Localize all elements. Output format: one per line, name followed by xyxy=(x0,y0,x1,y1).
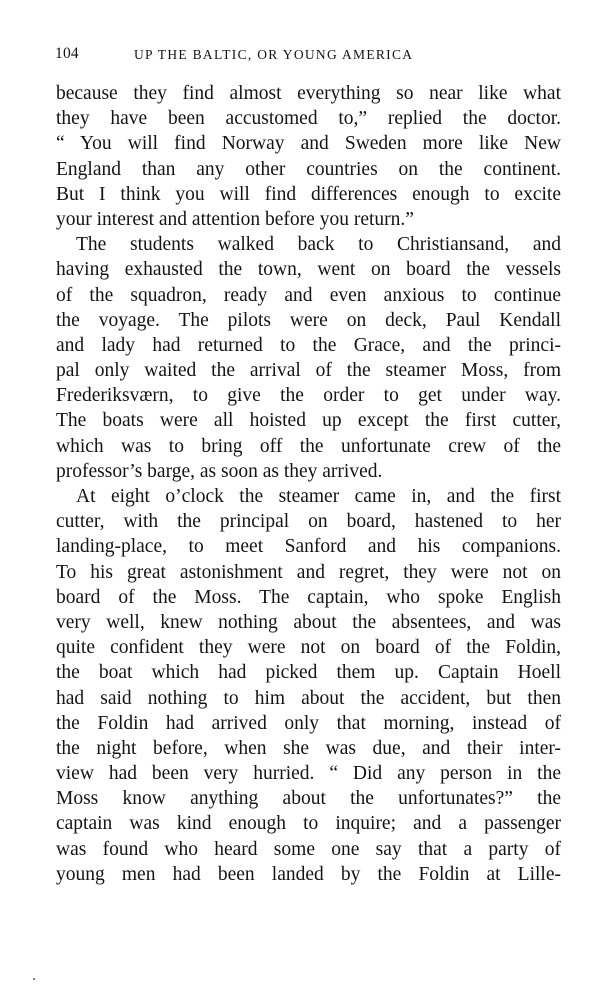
print-speck xyxy=(33,978,35,980)
text-line: was found who heard some one say that a party of xyxy=(56,838,561,860)
text-line: having exhausted the town, went on board the vessels xyxy=(56,259,561,281)
text-line: the night before, when she was due, and their inter- xyxy=(56,737,561,759)
text-line: captain was kind enough to inquire; and a passenger xyxy=(56,813,561,835)
text-line: cutter, with the principal on board, hastened to her xyxy=(56,511,561,533)
text-line: very well, knew nothing about the absentees, and was xyxy=(56,611,561,633)
text-line: had said nothing to him about the accident, but then xyxy=(56,687,561,709)
text-line: which was to bring off the unfortunate crew of the xyxy=(56,435,561,457)
paragraph-first-line: The students walked back to Christiansand, and xyxy=(76,234,561,256)
running-head xyxy=(55,42,563,66)
text-line: of the squadron, ready and even anxious to continue xyxy=(56,284,561,306)
text-line: your interest and attention before you return.” xyxy=(56,208,414,230)
body-text xyxy=(56,81,561,887)
text-line: Moss know anything about the unfortunates?” the xyxy=(56,788,561,810)
text-line: they have been accustomed to,” replied the doctor. xyxy=(56,108,561,130)
text-line: young men had been landed by the Foldin at Lille- xyxy=(56,863,561,885)
text-line: and lady had returned to the Grace, and the princi- xyxy=(56,334,561,356)
text-line: the Foldin had arrived only that morning, instead of xyxy=(56,712,561,734)
text-line: board of the Moss. The captain, who spoke English xyxy=(56,586,561,608)
text-line: because they find almost everything so near like what xyxy=(56,83,561,104)
text-line: view had been very hurried. “ Did any person in the xyxy=(56,763,561,785)
text-line: pal only waited the arrival of the steamer Moss, from xyxy=(56,360,561,382)
page-number: 104 xyxy=(55,45,79,62)
text-line: England than any other countries on the continent. xyxy=(56,158,561,180)
running-title: UP THE BALTIC, OR YOUNG AMERICA xyxy=(134,47,414,62)
text-line: But I think you will find differences enough to excite xyxy=(56,183,561,205)
text-line: the voyage. The pilots were on deck, Paul Kendall xyxy=(56,309,561,331)
paragraph-first-line: At eight o’clock the steamer came in, and the first xyxy=(76,486,561,507)
text-line: “ You will find Norway and Sweden more like New xyxy=(56,133,561,155)
text-line: Frederiksværn, to give the order to get under way. xyxy=(56,385,561,407)
text-line: quite confident they were not on board of the Foldin, xyxy=(56,637,561,659)
text-line: landing-place, to meet Sanford and his companions. xyxy=(56,536,561,558)
text-line: the boat which had picked them up. Captain Hoell xyxy=(56,662,561,684)
text-line: The boats were all hoisted up except the first cutter, xyxy=(56,410,561,432)
text-line: professor’s barge, as soon as they arrived. xyxy=(56,460,383,482)
text-line: To his great astonishment and regret, they were not on xyxy=(56,561,561,583)
